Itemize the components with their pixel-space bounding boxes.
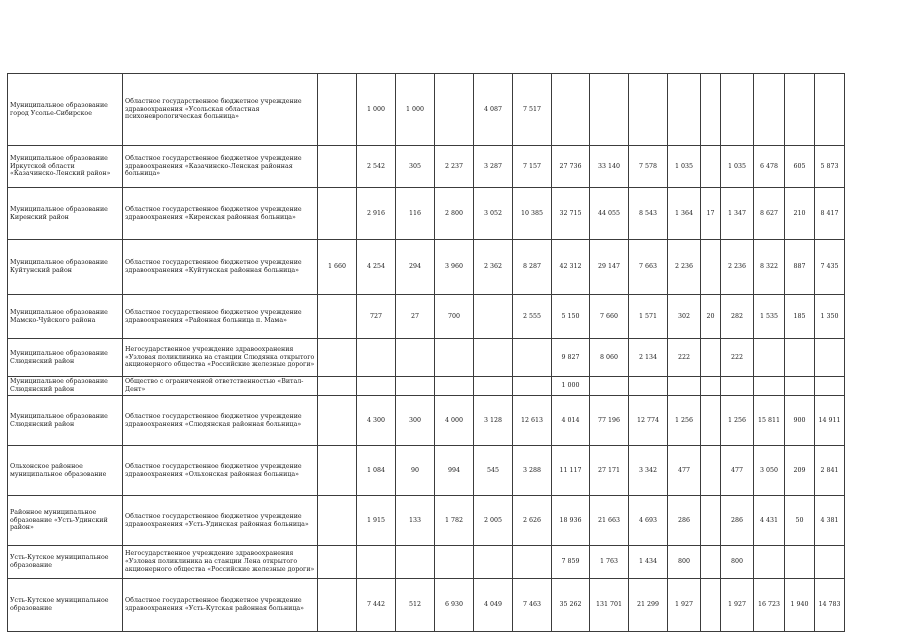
value-cell: 1 571 [629,295,668,339]
value-cell: 7 517 [513,74,552,146]
value-cell: 994 [435,446,474,496]
value-cell: 545 [474,446,513,496]
value-cell: 1 660 [318,240,357,295]
value-cell: 1 927 [721,579,754,632]
organization-cell: Общество с ограниченной ответственностью «Витал-Дент» [123,377,318,396]
municipality-cell: Усть-Кутское муниципальное образование [8,579,123,632]
value-cell: 44 055 [590,188,629,240]
table-row [8,188,845,240]
value-cell: 21 663 [590,496,629,546]
value-cell [318,377,357,396]
value-cell [513,377,552,396]
table-row [8,496,845,546]
value-cell: 7 859 [552,546,590,579]
value-cell: 7 578 [629,146,668,188]
municipality-cell: Муниципальное образование Слюдянский район [8,377,123,396]
value-cell: 2 800 [435,188,474,240]
value-cell: 7 463 [513,579,552,632]
value-cell [754,74,785,146]
value-cell: 7 435 [815,240,845,295]
value-cell: 2 134 [629,339,668,377]
value-cell: 27 171 [590,446,629,496]
value-cell: 3 128 [474,396,513,446]
value-cell: 605 [785,146,815,188]
municipality-cell: Муниципальное образование Слюдянский район [8,396,123,446]
value-cell: 887 [785,240,815,295]
value-cell: 9 827 [552,339,590,377]
value-cell: 7 157 [513,146,552,188]
value-cell [701,339,721,377]
value-cell: 29 147 [590,240,629,295]
value-cell: 800 [668,546,701,579]
organization-cell: Областное государственное бюджетное учреждение здравоохранения «Слюдянская районная больница» [123,396,318,446]
value-cell: 6 478 [754,146,785,188]
municipality-cell: Муниципальное образование город Усолье-Сибирское [8,74,123,146]
table-row [8,446,845,496]
value-cell: 2 626 [513,496,552,546]
value-cell: 5 873 [815,146,845,188]
organization-cell: Областное государственное бюджетное учреждение здравоохранения «Усть-Удинская районная больница» [123,496,318,546]
value-cell [815,546,845,579]
value-cell [721,377,754,396]
value-cell: 14 783 [815,579,845,632]
value-cell: 1 000 [357,74,396,146]
value-cell: 1 000 [396,74,435,146]
value-cell [590,74,629,146]
value-cell: 6 930 [435,579,474,632]
value-cell [701,74,721,146]
value-cell: 1 915 [357,496,396,546]
value-cell [701,146,721,188]
value-cell [396,339,435,377]
value-cell [396,546,435,579]
value-cell [754,339,785,377]
value-cell: 12 774 [629,396,668,446]
municipality-cell: Муниципальное образование Мамско-Чуйского района [8,295,123,339]
value-cell: 1 927 [668,579,701,632]
organization-cell: Областное государственное бюджетное учреждение здравоохранения «Усольская областная психоневрологическая больница» [123,74,318,146]
value-cell: 2 362 [474,240,513,295]
organization-cell: Негосударственное учреждение здравоохранения «Узловая поликлиника на станции Слюдянка открытого акционерного общества «Российские железные дороги» [123,339,318,377]
value-cell: 209 [785,446,815,496]
value-cell: 20 [701,295,721,339]
value-cell [318,146,357,188]
value-cell [513,546,552,579]
value-cell: 282 [721,295,754,339]
value-cell [552,74,590,146]
value-cell: 11 117 [552,446,590,496]
table-row [8,74,845,146]
table-row [8,579,845,632]
value-cell [629,74,668,146]
value-cell [357,339,396,377]
value-cell [318,188,357,240]
value-cell: 8 543 [629,188,668,240]
organization-cell: Областное государственное бюджетное учреждение здравоохранения «Куйтунская районная больница» [123,240,318,295]
value-cell: 1 256 [668,396,701,446]
value-cell [754,377,785,396]
value-cell: 7 442 [357,579,396,632]
value-cell: 2 542 [357,146,396,188]
value-cell: 8 322 [754,240,785,295]
table-row [8,546,845,579]
value-cell: 1 000 [552,377,590,396]
value-cell: 33 140 [590,146,629,188]
municipality-cell: Муниципальное образование Киренский район [8,188,123,240]
value-cell [754,546,785,579]
value-cell [318,396,357,446]
municipality-cell: Муниципальное образование Иркутской области «Казачинско-Ленский район» [8,146,123,188]
value-cell: 3 052 [474,188,513,240]
table-row [8,396,845,446]
value-cell: 512 [396,579,435,632]
value-cell: 727 [357,295,396,339]
value-cell [701,579,721,632]
municipality-cell: Ольхонское районное муниципальное образование [8,446,123,496]
value-cell [318,446,357,496]
value-cell: 42 312 [552,240,590,295]
value-cell: 286 [721,496,754,546]
organization-cell: Областное государственное бюджетное учреждение здравоохранения «Районная больница п. Мама» [123,295,318,339]
value-cell [590,377,629,396]
value-cell: 2 555 [513,295,552,339]
value-cell: 2 236 [668,240,701,295]
value-cell: 131 701 [590,579,629,632]
value-cell: 4 693 [629,496,668,546]
value-cell: 2 236 [721,240,754,295]
value-cell [629,377,668,396]
value-cell: 1 256 [721,396,754,446]
value-cell [474,546,513,579]
organization-cell: Областное государственное бюджетное учреждение здравоохранения «Киренская районная больница» [123,188,318,240]
value-cell: 700 [435,295,474,339]
value-cell: 1 035 [668,146,701,188]
value-cell: 5 150 [552,295,590,339]
value-cell: 1 364 [668,188,701,240]
value-cell [435,339,474,377]
value-cell: 21 299 [629,579,668,632]
table-row [8,295,845,339]
value-cell: 2 005 [474,496,513,546]
organization-cell: Областное государственное бюджетное учреждение здравоохранения «Казачинско-Ленская районная больница» [123,146,318,188]
municipality-cell: Районное муниципальное образование «Усть-Удинский район» [8,496,123,546]
value-cell: 7 660 [590,295,629,339]
value-cell: 18 936 [552,496,590,546]
value-cell: 27 [396,295,435,339]
value-cell: 4 049 [474,579,513,632]
value-cell: 4 300 [357,396,396,446]
organization-cell: Областное государственное бюджетное учреждение здравоохранения «Усть-Кутская районная больница» [123,579,318,632]
value-cell: 8 287 [513,240,552,295]
value-cell: 90 [396,446,435,496]
value-cell [668,74,701,146]
table-row [8,339,845,377]
value-cell [785,339,815,377]
value-cell: 16 723 [754,579,785,632]
value-cell [513,339,552,377]
value-cell: 2 916 [357,188,396,240]
value-cell [721,74,754,146]
value-cell [318,546,357,579]
value-cell: 1 535 [754,295,785,339]
value-cell [435,377,474,396]
value-cell [357,546,396,579]
value-cell [701,446,721,496]
value-cell [815,377,845,396]
value-cell: 3 050 [754,446,785,496]
value-cell [701,377,721,396]
value-cell: 302 [668,295,701,339]
value-cell [785,74,815,146]
value-cell: 900 [785,396,815,446]
value-cell [474,339,513,377]
value-cell: 300 [396,396,435,446]
value-cell: 477 [721,446,754,496]
value-cell: 1 035 [721,146,754,188]
data-table [7,73,845,632]
value-cell: 15 811 [754,396,785,446]
value-cell [396,377,435,396]
table-row [8,377,845,396]
value-cell: 222 [668,339,701,377]
value-cell: 2 237 [435,146,474,188]
value-cell: 1 084 [357,446,396,496]
value-cell [318,496,357,546]
value-cell [668,377,701,396]
value-cell: 477 [668,446,701,496]
value-cell: 4 381 [815,496,845,546]
value-cell: 1 940 [785,579,815,632]
value-cell: 4 254 [357,240,396,295]
value-cell: 10 385 [513,188,552,240]
value-cell [435,74,474,146]
value-cell: 3 342 [629,446,668,496]
value-cell: 35 262 [552,579,590,632]
value-cell: 4 431 [754,496,785,546]
value-cell [701,496,721,546]
value-cell: 12 613 [513,396,552,446]
value-cell: 8 417 [815,188,845,240]
value-cell: 8 627 [754,188,785,240]
value-cell: 4 087 [474,74,513,146]
value-cell: 14 911 [815,396,845,446]
value-cell [435,546,474,579]
value-cell: 210 [785,188,815,240]
value-cell: 50 [785,496,815,546]
value-cell: 4 000 [435,396,474,446]
value-cell: 17 [701,188,721,240]
municipality-cell: Усть-Кутское муниципальное образование [8,546,123,579]
value-cell [318,295,357,339]
value-cell [474,295,513,339]
value-cell [474,377,513,396]
value-cell: 800 [721,546,754,579]
value-cell: 185 [785,295,815,339]
value-cell: 294 [396,240,435,295]
table-row [8,146,845,188]
municipality-cell: Муниципальное образование Куйтунский район [8,240,123,295]
value-cell: 1 782 [435,496,474,546]
value-cell: 3 288 [513,446,552,496]
value-cell: 27 736 [552,146,590,188]
value-cell [815,339,845,377]
value-cell: 32 715 [552,188,590,240]
value-cell [701,396,721,446]
value-cell: 1 347 [721,188,754,240]
value-cell: 1 350 [815,295,845,339]
value-cell [357,377,396,396]
value-cell: 8 060 [590,339,629,377]
value-cell [701,240,721,295]
table-row [8,240,845,295]
organization-cell: Областное государственное бюджетное учреждение здравоохранения «Ольхонская районная больница» [123,446,318,496]
value-cell: 7 663 [629,240,668,295]
value-cell [318,579,357,632]
value-cell: 1 434 [629,546,668,579]
value-cell: 1 763 [590,546,629,579]
municipality-cell: Муниципальное образование Слюдянский район [8,339,123,377]
value-cell: 77 196 [590,396,629,446]
value-cell: 222 [721,339,754,377]
value-cell [318,339,357,377]
value-cell: 3 287 [474,146,513,188]
value-cell: 305 [396,146,435,188]
organization-cell: Негосударственное учреждение здравоохранения «Узловая поликлиника на станции Лена открытого акционерного общества «Российские железные дороги» [123,546,318,579]
value-cell [815,74,845,146]
value-cell [318,74,357,146]
value-cell [785,377,815,396]
value-cell: 116 [396,188,435,240]
value-cell: 133 [396,496,435,546]
value-cell: 3 960 [435,240,474,295]
value-cell [785,546,815,579]
value-cell: 286 [668,496,701,546]
value-cell: 2 841 [815,446,845,496]
value-cell: 4 014 [552,396,590,446]
value-cell [701,546,721,579]
